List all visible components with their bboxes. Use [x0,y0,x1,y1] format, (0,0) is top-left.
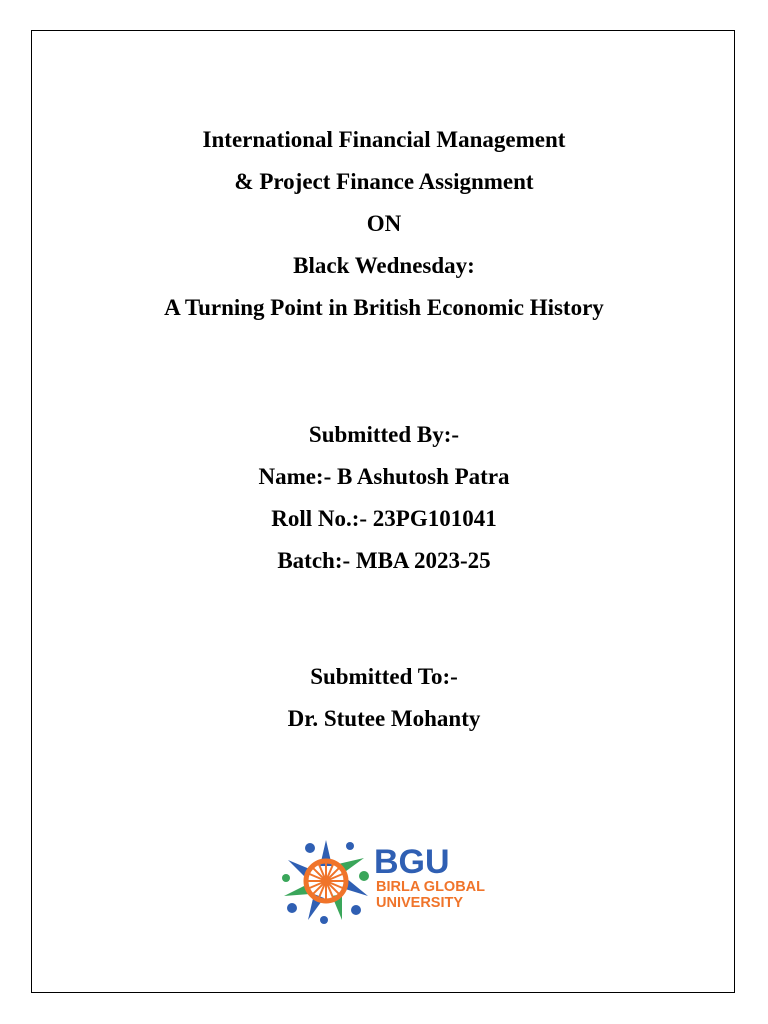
title-line-2: & Project Finance Assignment [234,169,534,194]
title-line-3: ON [366,211,402,236]
submitted-by-heading: Submitted By:- [308,422,460,447]
title-line-4: Black Wednesday: [293,253,475,278]
logo-text-line-2: UNIVERSITY [376,895,464,911]
university-logo [280,838,495,924]
faculty-name: Dr. Stutee Mohanty [287,706,481,731]
logo-text-line-1: BIRLA GLOBAL [376,879,486,895]
title-line-1: International Financial Management [202,127,566,152]
roll-number: Roll No.:- 23PG101041 [271,506,497,531]
submitted-to-heading: Submitted To:- [310,664,458,689]
title-line-5: A Turning Point in British Economic History [164,295,604,320]
chakra-star-emblem-icon [280,838,372,924]
student-name: Name:- B Ashutosh Patra [258,464,510,489]
batch: Batch:- MBA 2023-25 [277,548,491,573]
logo-abbreviation: BGU [374,843,450,881]
